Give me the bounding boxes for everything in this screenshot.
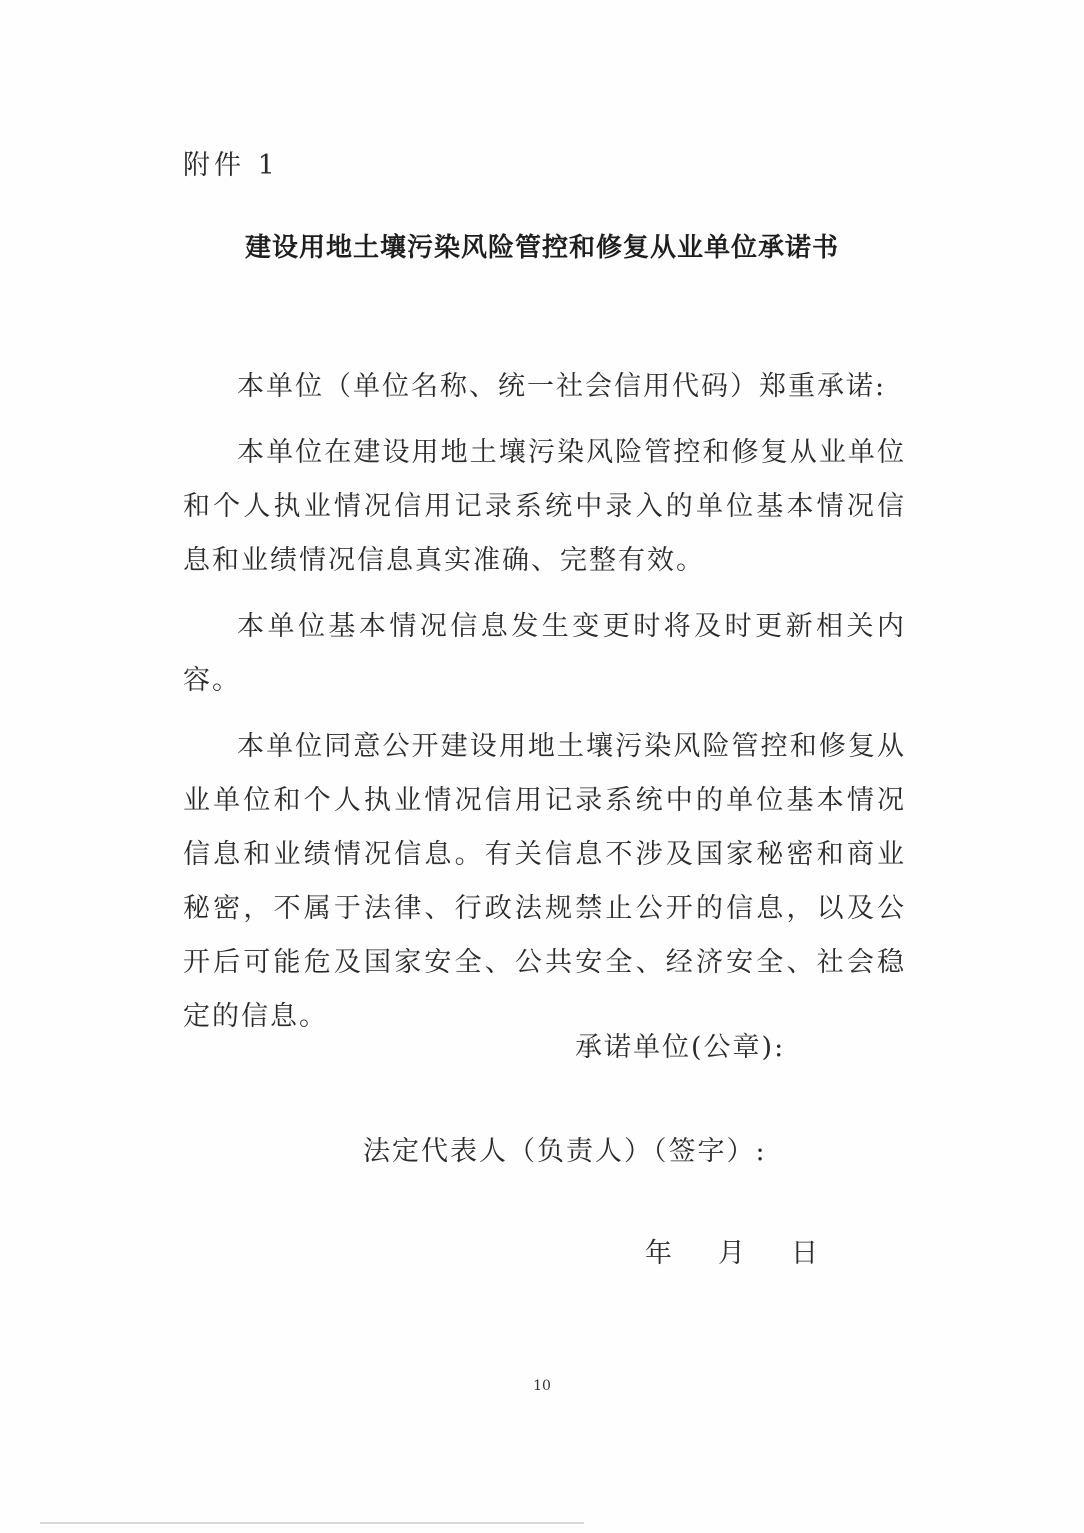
paragraph-accuracy: 本单位在建设用地土壤污染风险管控和修复从业单位和个人执业情况信用记录系统中录入的单位基本情况信息和业绩情况信息真实准确、完整有效。 xyxy=(183,437,906,576)
signature-unit-label: 承诺单位(公章): xyxy=(575,1032,786,1063)
signature-date xyxy=(645,1234,818,1274)
page-number: 10 xyxy=(533,1378,551,1394)
date-month: 月 xyxy=(718,1238,745,1269)
paragraph-opening: 本单位（单位名称、统一社会信用代码）郑重承诺: xyxy=(237,371,887,402)
scan-edge-line xyxy=(40,1522,584,1524)
document-title: 建设用地土壤污染风险管控和修复从业单位承诺书 xyxy=(244,233,839,263)
attachment-label: 附件 1 xyxy=(183,150,279,181)
date-day: 日 xyxy=(791,1238,818,1269)
date-year: 年 xyxy=(645,1238,672,1269)
paragraph-update: 本单位基本情况信息发生变更时将及时更新相关内容。 xyxy=(183,611,906,696)
document-body xyxy=(183,360,906,1056)
paragraph-disclosure: 本单位同意公开建设用地土壤污染风险管控和修复从业单位和个人执业情况信用记录系统中的单位基本情况信息和业绩情况信息。有关信息不涉及国家秘密和商业秘密，不属于法律、行政法规禁止公开的信息，以及公开后可能危及国家安全、公共安全、经济安全、社会稳定的信息。 xyxy=(183,731,906,1032)
signature-representative-label: 法定代表人（负责人）（签字）: xyxy=(363,1136,767,1167)
